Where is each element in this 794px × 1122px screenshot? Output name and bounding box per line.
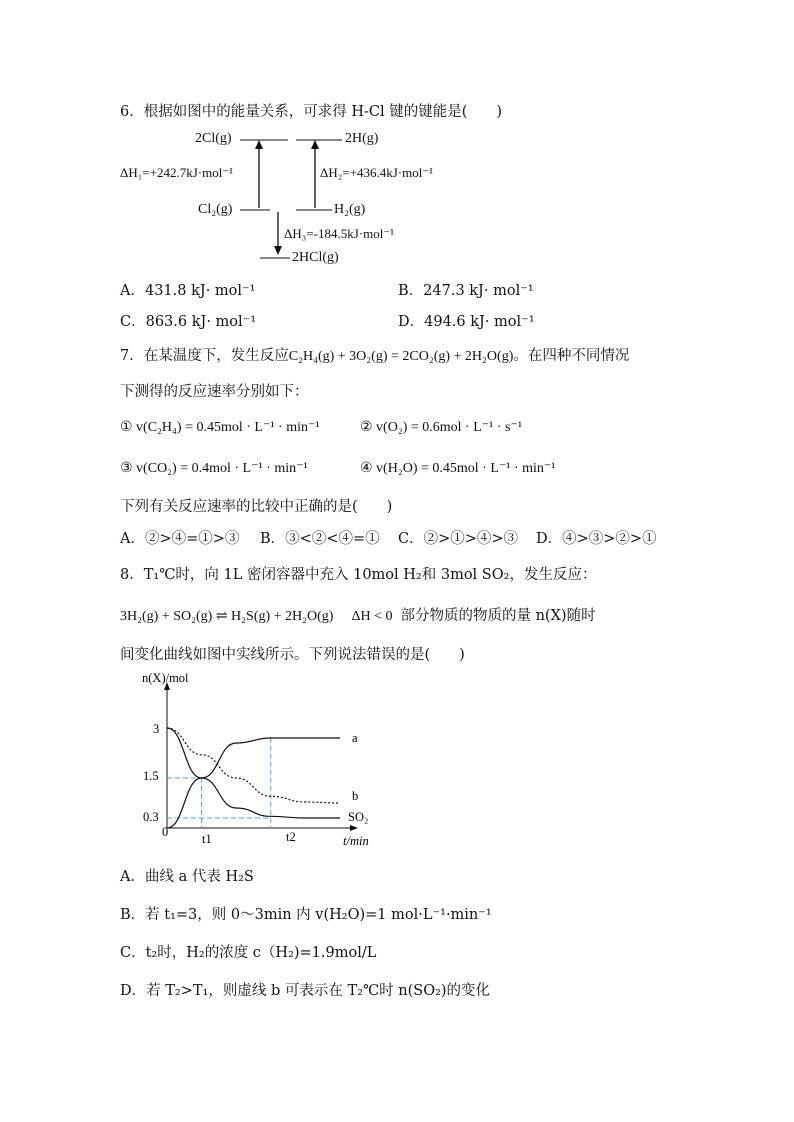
x-tick-0: 0 xyxy=(162,825,169,839)
q7-reaction: C₂H₄(g) + 3O₂(g) = 2CO₂(g) + 2H₂O(g) xyxy=(288,349,514,364)
q7-option-b[interactable]: B．③<②<④=① xyxy=(260,531,380,547)
q6-energy-diagram xyxy=(110,126,450,274)
q8-stem-line3: 间变化曲线如图中实线所示。下列说法错误的是( ) xyxy=(120,647,465,663)
label-2hcl: 2HCl(g) xyxy=(292,250,339,265)
q8-option-c[interactable]: C．t₂时，H₂的浓度 c（H₂)=1.9mol/L xyxy=(120,945,377,961)
label-2h: 2H(g) xyxy=(345,131,379,146)
x-tick-t2: t2 xyxy=(286,830,296,844)
q8-stem-post: 部分物质的物质的量 n(X)随时 xyxy=(400,608,596,624)
y-tick-0.3: 0.3 xyxy=(143,810,159,824)
curve-so2 xyxy=(167,728,340,818)
x-axis-label: t/min xyxy=(343,834,369,848)
q7-rate-2: ② v(O₂) = 0.6mol · L⁻¹ · s⁻¹ xyxy=(360,420,523,435)
dh1-label: ΔH₁=+242.7kJ·mol⁻¹ xyxy=(120,165,234,180)
y-tick-3: 3 xyxy=(153,722,160,736)
q7-stem-line1 xyxy=(120,348,629,366)
q8-option-a[interactable]: A．曲线 a 代表 H₂S xyxy=(120,869,254,885)
series-label-b: b xyxy=(352,789,359,803)
q8-option-b[interactable]: B．若 t₁=3，则 0～3min 内 v(H₂O)=1 mol·L⁻¹·min⁻¹ xyxy=(120,907,492,923)
dh3-label: ΔH₃=-184.5kJ·mol⁻¹ xyxy=(284,226,395,241)
q7-stem-line2: 下测得的反应速率分别如下： xyxy=(120,384,309,400)
x-tick-t1: t1 xyxy=(202,832,212,846)
dh2-label: ΔH₂=+436.4kJ·mol⁻¹ xyxy=(320,165,434,180)
q7-rate-3: ③ v(CO₂) = 0.4mol · L⁻¹ · min⁻¹ xyxy=(120,461,308,476)
q6-stem: 6．根据如图中的能量关系，可求得 H-Cl 键的键能是( ) xyxy=(120,104,503,120)
q6-option-d[interactable]: D．494.6 kJ· mol⁻¹ xyxy=(398,314,535,330)
q7-option-c[interactable]: C．②>①>④>③ xyxy=(398,531,519,547)
q7-stem-pre: 7．在某温度下，发生反应 xyxy=(120,348,289,364)
label-2cl: 2Cl(g) xyxy=(195,131,232,146)
label-cl2: Cl₂(g) xyxy=(198,202,233,217)
q8-dh: ΔH < 0 xyxy=(351,609,393,624)
label-h2: H₂(g) xyxy=(334,202,366,217)
q7-rate-4: ④ v(H₂O) = 0.45mol · L⁻¹ · min⁻¹ xyxy=(360,461,556,476)
q8-equation: 3H₂(g) + SO₂(g) ⇌ H₂S(g) + 2H₂O(g) xyxy=(120,609,334,624)
q7-option-d[interactable]: D．④>③>②>① xyxy=(536,531,657,547)
series-label-a: a xyxy=(352,731,358,745)
y-axis-label: n(X)/mol xyxy=(142,671,189,685)
q7-option-a[interactable]: A．②>④=①>③ xyxy=(120,531,240,547)
series-label-so2: SO₂ xyxy=(348,810,369,824)
q7-rate-1: ① v(C₂H₄) = 0.45mol · L⁻¹ · min⁻¹ xyxy=(120,420,320,435)
x-axis-arrow xyxy=(350,825,358,831)
q6-option-c[interactable]: C．863.6 kJ· mol⁻¹ xyxy=(120,314,257,330)
q7-stem-post: 。在四种不同情况 xyxy=(513,348,630,364)
curve-b xyxy=(167,728,340,803)
q7-question: 下列有关反应速率的比较中正确的是( ) xyxy=(120,499,393,515)
q6-option-a[interactable]: A．431.8 kJ· mol⁻¹ xyxy=(120,283,256,299)
q6-option-b[interactable]: B．247.3 kJ· mol⁻¹ xyxy=(398,283,534,299)
q8-stem-line2 xyxy=(120,608,596,626)
q8-stem-line1: 8．T₁℃时，向 1L 密闭容器中充入 10mol H₂和 3mol SO₂，发生反应： xyxy=(120,567,597,583)
y-tick-1.5: 1.5 xyxy=(143,769,159,783)
q8-chart xyxy=(140,670,390,852)
q8-option-d[interactable]: D．若 T₂>T₁，则虚线 b 可表示在 T₂℃时 n(SO₂)的变化 xyxy=(120,983,491,999)
